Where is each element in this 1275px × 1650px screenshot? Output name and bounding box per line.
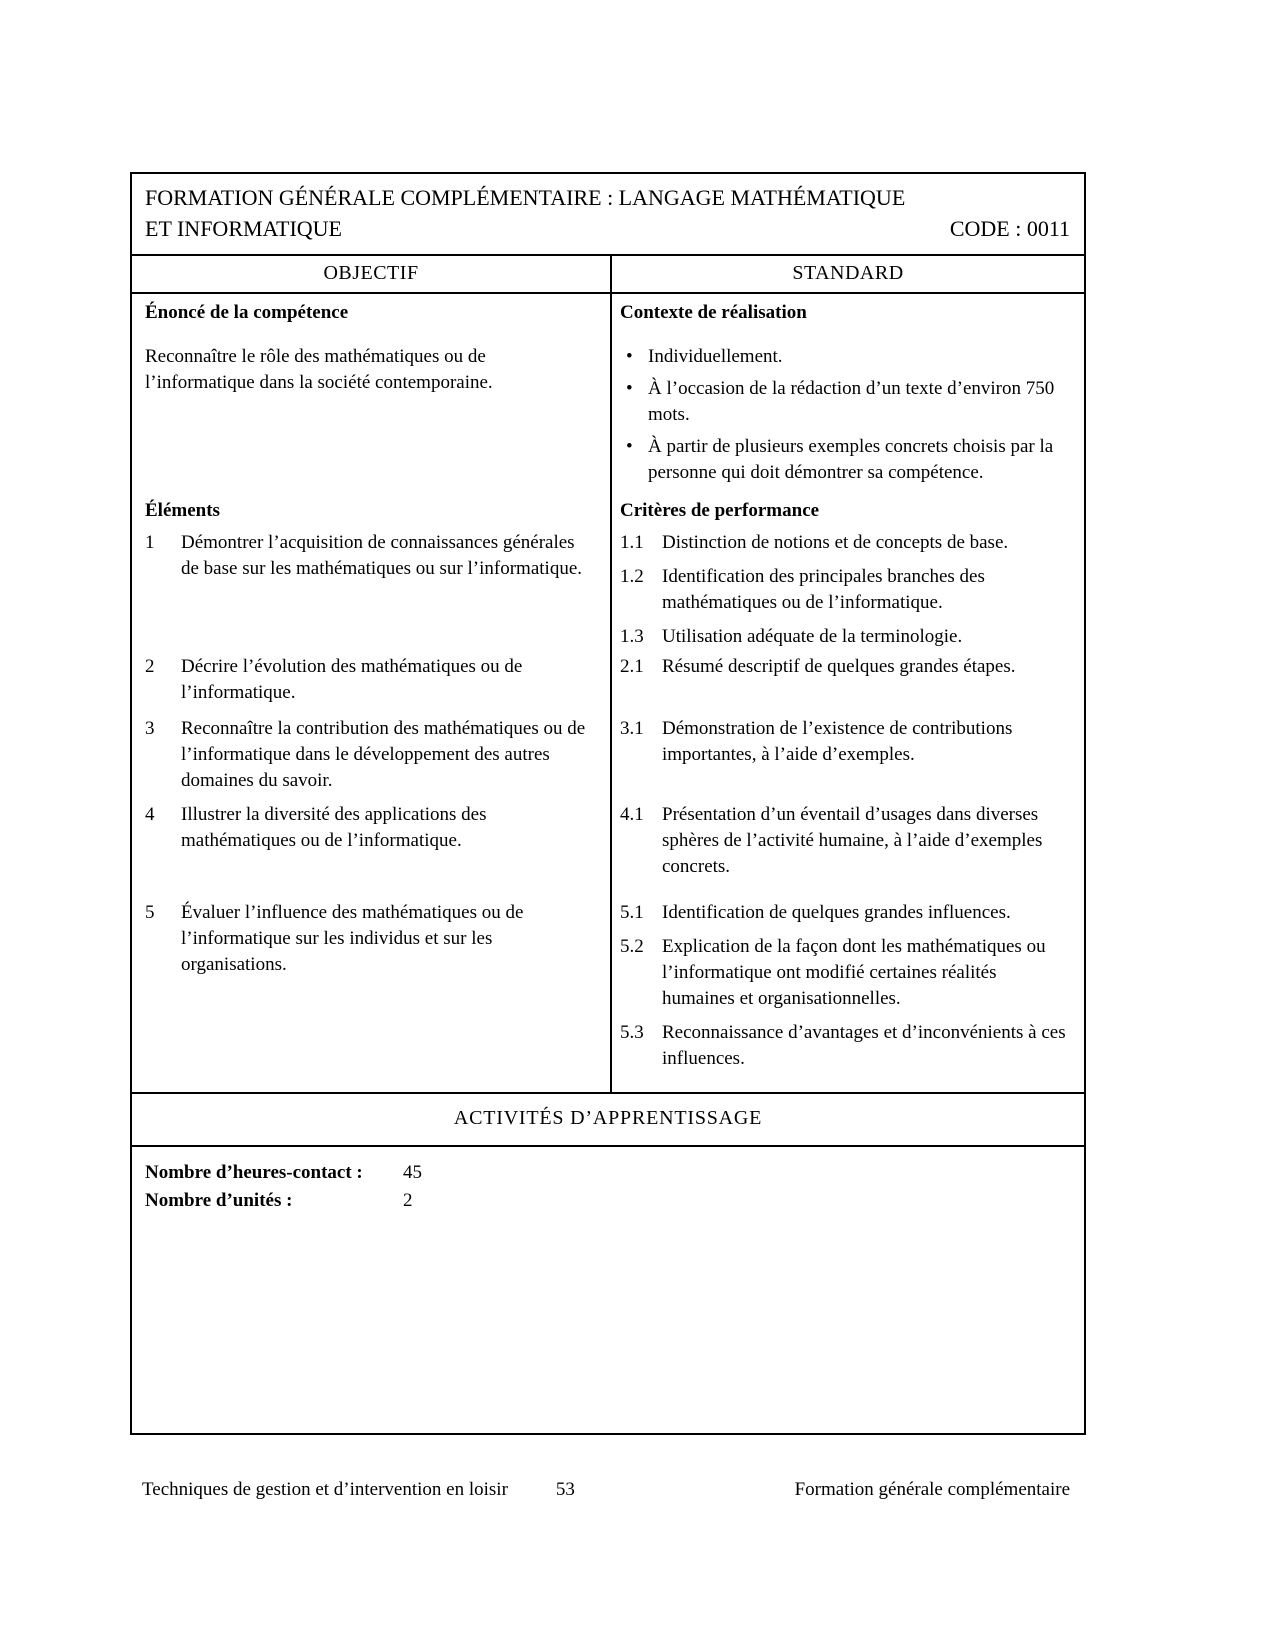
critere-text: Reconnaissance d’avantages et d’inconvénients à ces influences. [662,1022,1066,1069]
critere-number: 5.1 [620,902,644,923]
units-row [145,1187,1071,1215]
element-number: 1 [145,532,155,553]
critere-cell [610,794,1084,880]
course-table [130,172,1086,1435]
element-text: Décrire l’évolution des mathématiques ou de l’informatique. [181,656,523,703]
element-text: Reconnaître la contribution des mathématiques ou de l’informatique dans le développement des autres domaines du savoir. [181,718,586,791]
critere-item [620,934,1072,1012]
criteres-heading-cell [610,486,1084,524]
contexte-section [610,294,1084,326]
critere-text: Présentation d’un éventail d’usages dans diverses sphères de l’activité humaine, à l’aide d’exemples concrets. [662,804,1043,877]
contexte-item [620,344,1072,370]
element-cell [132,880,610,1072]
contexte-item-text: À partir de plusieurs exemples concrets choisis par la personne qui doit démontrer sa compétence. [648,436,1054,483]
element-number: 5 [145,902,155,923]
contexte-body [610,326,1084,486]
criteres-heading: Critères de performance [620,500,820,521]
element-cell [132,706,610,794]
contexte-item-text: Individuellement. [648,346,783,367]
critere-text: Utilisation adéquate de la terminologie. [662,626,963,647]
critere-text: Identification des principales branches des mathématiques ou de l’informatique. [662,566,985,613]
critere-number: 2.1 [620,656,644,677]
hours-contact-label: Nombre d’heures-contact : [145,1162,363,1183]
element-item [145,900,592,978]
column-header-standard: STANDARD [610,256,1084,292]
critere-number: 3.1 [620,718,644,739]
table-title-row [132,174,1084,256]
units-value: 2 [403,1190,413,1211]
page-number: 53 [555,1479,575,1500]
element-cell [132,524,610,650]
document-title-line1: FORMATION GÉNÉRALE COMPLÉMENTAIRE : LANGAGE MATHÉMATIQUE [145,185,906,210]
body-spacer-left [132,1072,610,1092]
bullet-marker: • [626,378,633,399]
element-number: 3 [145,718,155,739]
contexte-heading: Contexte de réalisation [620,302,807,323]
element-text: Illustrer la diversité des applications des mathématiques ou de l’informatique. [181,804,487,851]
contexte-item [620,434,1072,486]
critere-item [620,802,1072,880]
critere-item [620,654,1072,680]
critere-number: 1.2 [620,566,644,587]
critere-cell [610,650,1084,706]
critere-item [620,1020,1072,1072]
element-number: 4 [145,804,155,825]
footer-program-name: Techniques de gestion et d’intervention en loisir [142,1479,508,1500]
hours-section [132,1145,1084,1433]
critere-text: Distinction de notions et de concepts de base. [662,532,1009,553]
page-footer [142,1479,1070,1501]
contexte-item-text: À l’occasion de la rédaction d’un texte d’environ 750 mots. [648,378,1055,425]
footer-section-name: Formation générale complémentaire [794,1479,1070,1500]
critere-item [620,716,1072,768]
critere-number: 5.2 [620,936,644,957]
course-code: CODE : 0011 [949,216,1070,241]
critere-number: 1.3 [620,626,644,647]
element-item [145,802,592,854]
critere-item [620,564,1072,616]
critere-text: Résumé descriptif de quelques grandes étapes. [662,656,1016,677]
critere-cell [610,524,1084,650]
bullet-marker: • [626,346,633,367]
contexte-item [620,376,1072,428]
enonce-text: Reconnaître le rôle des mathématiques ou de l’informatique dans la société contemporaine. [145,346,493,393]
critere-text: Explication de la façon dont les mathématiques ou l’informatique ont modifié certaines réalités humaines et organisationnelles. [662,936,1046,1009]
element-cell [132,794,610,880]
critere-text: Démonstration de l’existence de contributions importantes, à l’aide d’exemples. [662,718,1013,765]
enonce-heading: Énoncé de la compétence [145,302,349,323]
enonce-section [132,294,610,326]
bullet-marker: • [626,436,633,457]
critere-text: Identification de quelques grandes influences. [662,902,1011,923]
body-spacer-right [610,1072,1084,1092]
critere-number: 4.1 [620,804,644,825]
critere-item [620,530,1072,556]
element-text: Démontrer l’acquisition de connaissances générales de base sur les mathématiques ou sur l’informatique. [181,532,583,579]
enonce-body [132,326,610,486]
element-item [145,716,592,794]
hours-contact-row [145,1159,1071,1187]
element-cell [132,650,610,706]
activites-heading: ACTIVITÉS D’APPRENTISSAGE [453,1107,763,1129]
element-item [145,530,592,582]
column-headers-row [132,256,1084,294]
critere-number: 5.3 [620,1022,644,1043]
document-title-line2: ET INFORMATIQUE [145,216,342,241]
element-number: 2 [145,656,155,677]
element-text: Évaluer l’influence des mathématiques ou de l’informatique sur les individus et sur les organisations. [181,902,524,975]
table-body [132,294,1084,1094]
column-header-objectif: OBJECTIF [323,262,419,284]
critere-item [620,624,1072,650]
elements-heading-cell [132,486,610,524]
critere-cell [610,880,1084,1072]
units-label: Nombre d’unités : [145,1190,293,1211]
elements-heading: Éléments [145,500,220,521]
critere-item [620,900,1072,926]
hours-contact-value: 45 [403,1162,422,1183]
element-item [145,654,592,706]
critere-cell [610,706,1084,794]
critere-number: 1.1 [620,532,644,553]
